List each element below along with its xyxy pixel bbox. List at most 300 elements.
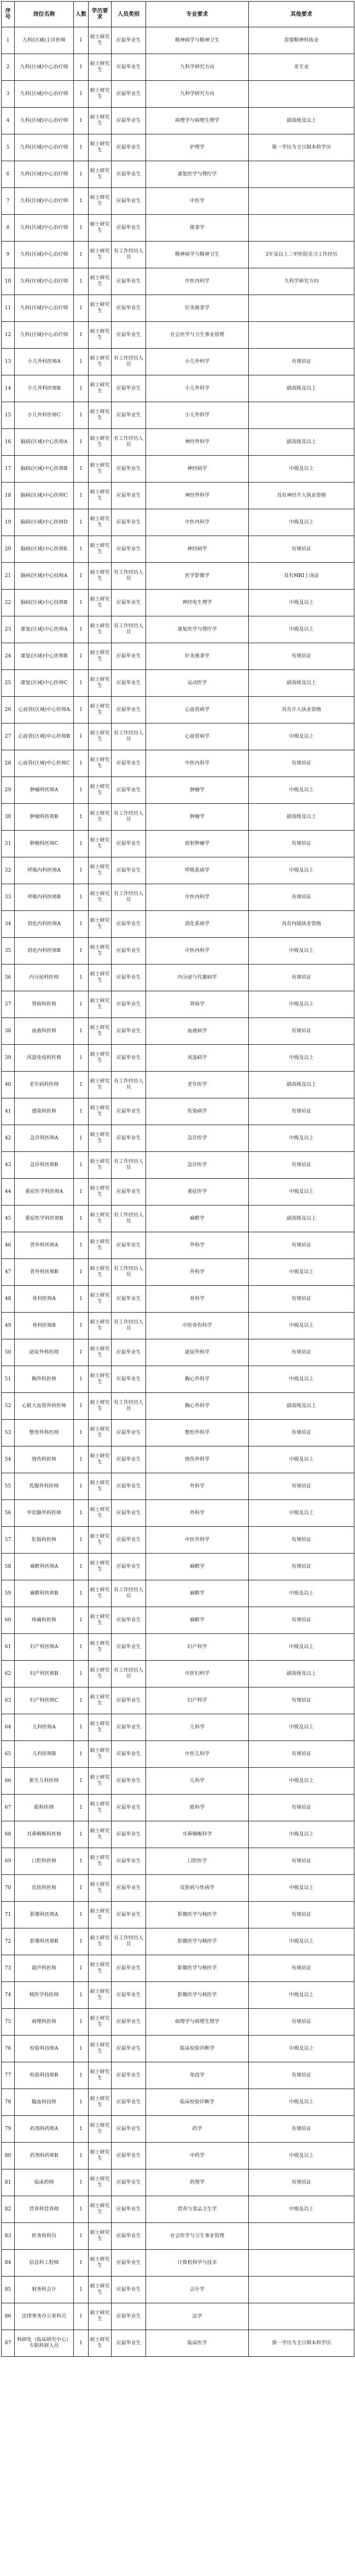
cell-index: 26: [2, 697, 15, 724]
cell-count: 1: [74, 81, 89, 108]
cell-index: 22: [2, 590, 15, 616]
cell-other: 有规培证: [249, 750, 354, 777]
cell-count: 1: [74, 2277, 89, 2303]
cell-major: 药理学: [146, 2169, 249, 2196]
cell-major: 针灸推拿学: [146, 295, 249, 322]
cell-count: 1: [74, 402, 89, 429]
cell-other: [249, 2223, 354, 2250]
cell-other: [249, 2250, 354, 2277]
cell-count: 1: [74, 1554, 89, 1580]
cell-other: 中级及以上: [249, 2143, 354, 2169]
cell-major: 外科学: [146, 1259, 249, 1286]
table-row: [2, 831, 354, 857]
cell-position: 普外科医师A: [15, 1232, 74, 1259]
cell-other: 3年及以上二甲医院见习工作经历: [249, 242, 354, 268]
cell-index: 48: [2, 1286, 15, 1313]
cell-major: 中医内科学: [146, 750, 249, 777]
cell-category: 应届毕业生: [112, 1018, 146, 1045]
cell-count: 1: [74, 1366, 89, 1393]
cell-major: 小儿外科学: [146, 349, 249, 375]
cell-education: 硕士研究生: [89, 1072, 112, 1098]
cell-other: 有规培证: [249, 1286, 354, 1313]
cell-count: 1: [74, 1259, 89, 1286]
cell-other: 第一学历为全日制本科学历: [249, 134, 354, 161]
cell-index: 3: [2, 81, 15, 108]
cell-education: 硕士研究生: [89, 2116, 112, 2143]
cell-index: 10: [2, 268, 15, 295]
header-position: 岗位名称: [15, 2, 74, 27]
cell-education: 硕士研究生: [89, 1339, 112, 1366]
table-row: [2, 991, 354, 1018]
cell-category: 应届毕业生: [112, 1741, 146, 1768]
cell-position: 妇产科医师C: [15, 1687, 74, 1714]
cell-position: 药剂科药师B: [15, 2143, 74, 2169]
cell-major: 急诊医学: [146, 1152, 249, 1179]
cell-other: 有规培证: [249, 2116, 354, 2143]
cell-category: 应届毕业生: [112, 1714, 146, 1741]
cell-major: 中医内科学: [146, 509, 249, 536]
cell-major: 中药学: [146, 2143, 249, 2169]
table-row: [2, 1875, 354, 1902]
cell-count: 1: [74, 1393, 89, 1420]
cell-index: 75: [2, 2009, 15, 2036]
cell-education: 硕士研究生: [89, 2223, 112, 2250]
table-row: [2, 1232, 354, 1259]
cell-count: 1: [74, 2196, 89, 2223]
cell-other: 有规培证: [249, 2169, 354, 2196]
cell-category: 应届毕业生: [112, 1607, 146, 1634]
cell-major: 药学: [146, 2116, 249, 2143]
cell-other: 中级及以上: [249, 1714, 354, 1741]
cell-position: 重症医学科医师A: [15, 1179, 74, 1205]
cell-other: 中级及以上: [249, 777, 354, 804]
cell-category: 有工作经历人员: [112, 349, 146, 375]
cell-other: 中级及以上: [249, 509, 354, 536]
cell-index: 56: [2, 1500, 15, 1527]
cell-major: 胸心外科学: [146, 1366, 249, 1393]
header-count: 人数: [74, 2, 89, 27]
cell-category: 应届毕业生: [112, 375, 146, 402]
cell-other: 第一学历为全日制本科学历: [249, 2330, 354, 2357]
cell-education: 硕士研究生: [89, 27, 112, 54]
cell-education: 硕士研究生: [89, 1045, 112, 1072]
cell-count: 1: [74, 1473, 89, 1500]
cell-major: 消化系病学: [146, 911, 249, 938]
cell-education: 硕士研究生: [89, 1446, 112, 1473]
cell-other: 有规培证: [249, 1152, 354, 1179]
cell-count: 1: [74, 2250, 89, 2277]
cell-index: 53: [2, 1420, 15, 1446]
table-row: [2, 108, 354, 134]
cell-education: 硕士研究生: [89, 724, 112, 750]
cell-education: 硕士研究生: [89, 1875, 112, 1902]
cell-count: 1: [74, 1072, 89, 1098]
cell-category: 应届毕业生: [112, 1768, 146, 1795]
cell-position: 皮肤科医师: [15, 1875, 74, 1902]
cell-count: 1: [74, 295, 89, 322]
cell-other: 中级及以上: [249, 991, 354, 1018]
cell-major: 麻醉学: [146, 1554, 249, 1580]
cell-category: 应届毕业生: [112, 1875, 146, 1902]
cell-index: 59: [2, 1580, 15, 1607]
cell-position: 九科(区域)中心治疗师: [15, 242, 74, 268]
cell-index: 54: [2, 1446, 15, 1473]
table-row: [2, 375, 354, 402]
cell-education: 硕士研究生: [89, 215, 112, 242]
cell-major: 儿科学: [146, 1768, 249, 1795]
cell-index: 78: [2, 2089, 15, 2116]
cell-education: 硕士研究生: [89, 563, 112, 590]
cell-education: 硕士研究生: [89, 964, 112, 991]
cell-major: 外科学: [146, 1500, 249, 1527]
table-row: [2, 1286, 354, 1313]
cell-count: 1: [74, 1098, 89, 1125]
cell-major: 针灸推拿学: [146, 643, 249, 670]
cell-position: 骨科医师B: [15, 1313, 74, 1339]
cell-count: 1: [74, 1500, 89, 1527]
cell-education: 硕士研究生: [89, 134, 112, 161]
cell-position: 甲状腺外科医师: [15, 1500, 74, 1527]
cell-major: 免疫学: [146, 2062, 249, 2089]
cell-other: 有规培证: [249, 1795, 354, 1821]
table-row: [2, 1580, 354, 1607]
cell-other: 副高级及以上: [249, 1205, 354, 1232]
cell-count: 1: [74, 429, 89, 456]
cell-major: 影像医学与核医学: [146, 1982, 249, 2009]
cell-index: 5: [2, 134, 15, 161]
cell-count: 1: [74, 1286, 89, 1313]
cell-index: 68: [2, 1821, 15, 1848]
cell-category: 应届毕业生: [112, 2169, 146, 2196]
cell-category: 应届毕业生: [112, 1339, 146, 1366]
cell-category: 应届毕业生: [112, 322, 146, 349]
table-row: [2, 2116, 354, 2143]
table-row: [2, 1768, 354, 1795]
cell-major: 皮肤病与性病学: [146, 1875, 249, 1902]
header-education: 学历要求: [89, 2, 112, 27]
cell-count: 1: [74, 1205, 89, 1232]
cell-position: 脑病(区域)中心医师D: [15, 509, 74, 536]
table-row: [2, 2277, 354, 2303]
table-row: [2, 2009, 354, 2036]
cell-index: 50: [2, 1339, 15, 1366]
cell-count: 1: [74, 54, 89, 81]
cell-education: 硕士研究生: [89, 108, 112, 134]
cell-major: 临床医学: [146, 2330, 249, 2357]
cell-other: [249, 295, 354, 322]
cell-education: 硕士研究生: [89, 456, 112, 483]
cell-other: 中级及以上: [249, 1928, 354, 1955]
cell-education: 硕士研究生: [89, 1661, 112, 1687]
cell-position: 麻醉科医师B: [15, 1580, 74, 1607]
cell-other: 有规培证: [249, 1554, 354, 1580]
cell-education: 硕士研究生: [89, 161, 112, 188]
cell-count: 1: [74, 242, 89, 268]
cell-education: 硕士研究生: [89, 991, 112, 1018]
cell-education: 硕士研究生: [89, 81, 112, 108]
cell-count: 1: [74, 268, 89, 295]
cell-major: 妇产科学: [146, 1687, 249, 1714]
cell-position: 科研处（临床研究中心）专职科研人员: [15, 2330, 74, 2357]
cell-major: 会计学: [146, 2277, 249, 2303]
cell-education: 硕士研究生: [89, 1500, 112, 1527]
cell-other: [249, 322, 354, 349]
cell-major: 社会医学与卫生事业管理: [146, 322, 249, 349]
cell-education: 硕士研究生: [89, 1580, 112, 1607]
cell-index: 9: [2, 242, 15, 268]
table-row: [2, 590, 354, 616]
cell-index: 47: [2, 1259, 15, 1286]
cell-major: 耳鼻咽喉科学: [146, 1821, 249, 1848]
cell-education: 硕士研究生: [89, 777, 112, 804]
cell-other: 具有内镜执业资格: [249, 911, 354, 938]
cell-major: 小儿外科学: [146, 375, 249, 402]
cell-category: 应届毕业生: [112, 2303, 146, 2330]
cell-major: 社会医学与卫生事业管理: [146, 2223, 249, 2250]
cell-index: 72: [2, 1928, 15, 1955]
cell-education: 硕士研究生: [89, 2169, 112, 2196]
cell-count: 1: [74, 1580, 89, 1607]
cell-education: 硕士研究生: [89, 1527, 112, 1554]
cell-count: 1: [74, 2223, 89, 2250]
cell-major: 运动医学: [146, 670, 249, 697]
cell-position: 影像科医师B: [15, 1928, 74, 1955]
cell-index: 18: [2, 483, 15, 509]
cell-other: 有规培证: [249, 1607, 354, 1634]
cell-other: 有规培证: [249, 349, 354, 375]
cell-position: 消化内科医师A: [15, 911, 74, 938]
cell-count: 1: [74, 1045, 89, 1072]
cell-other: 有规培证: [249, 1420, 354, 1446]
cell-position: 九科(区域)中心治疗师: [15, 295, 74, 322]
cell-count: 1: [74, 991, 89, 1018]
cell-position: 泌尿外科医师: [15, 1339, 74, 1366]
cell-position: 风湿免疫科医师: [15, 1045, 74, 1072]
table-row: [2, 161, 354, 188]
cell-index: 67: [2, 1795, 15, 1821]
cell-education: 硕士研究生: [89, 1018, 112, 1045]
cell-count: 1: [74, 1875, 89, 1902]
cell-position: 呼吸内科医师A: [15, 857, 74, 884]
table-row: [2, 509, 354, 536]
cell-education: 硕士研究生: [89, 1313, 112, 1339]
cell-category: 应届毕业生: [112, 1821, 146, 1848]
cell-major: 护理学: [146, 134, 249, 161]
cell-major: 肿瘤学: [146, 777, 249, 804]
table-row: [2, 1795, 354, 1821]
cell-major: 心血管病学: [146, 724, 249, 750]
cell-category: 应届毕业生: [112, 2036, 146, 2062]
table-row: [2, 322, 354, 349]
cell-other: 中级及以上: [249, 1045, 354, 1072]
cell-count: 1: [74, 2009, 89, 2036]
table-row: [2, 242, 354, 268]
cell-index: 61: [2, 1634, 15, 1661]
table-row: [2, 27, 354, 54]
cell-position: 九科(区域)中心治疗师: [15, 215, 74, 242]
cell-education: 硕士研究生: [89, 2036, 112, 2062]
cell-education: 硕士研究生: [89, 1232, 112, 1259]
cell-other: [249, 215, 354, 242]
cell-count: 1: [74, 1313, 89, 1339]
cell-major: 推拿学: [146, 215, 249, 242]
cell-position: 疼痛科医师: [15, 1607, 74, 1634]
cell-category: 应届毕业生: [112, 1848, 146, 1875]
cell-category: 应届毕业生: [112, 2330, 146, 2357]
cell-position: 心脏大血管外科医师: [15, 1393, 74, 1420]
cell-other: 有规培证: [249, 536, 354, 563]
table-row: [2, 1018, 354, 1045]
cell-other: 有规培证: [249, 1955, 354, 1982]
cell-position: 肛肠科医师: [15, 1527, 74, 1554]
cell-other: 有规培证: [249, 1848, 354, 1875]
cell-education: 硕士研究生: [89, 349, 112, 375]
cell-index: 71: [2, 1902, 15, 1928]
cell-index: 85: [2, 2277, 15, 2303]
cell-other: 中级及以上: [249, 857, 354, 884]
cell-count: 1: [74, 161, 89, 188]
cell-index: 76: [2, 2036, 15, 2062]
cell-index: 1: [2, 27, 15, 54]
cell-index: 16: [2, 429, 15, 456]
table-row: [2, 268, 354, 295]
cell-other: 有规培证: [249, 1018, 354, 1045]
table-row: [2, 616, 354, 643]
cell-other: 副高级及以上: [249, 1072, 354, 1098]
cell-category: 应届毕业生: [112, 108, 146, 134]
cell-category: 应届毕业生: [112, 1179, 146, 1205]
cell-education: 硕士研究生: [89, 242, 112, 268]
cell-major: 神经外科学: [146, 429, 249, 456]
cell-index: 6: [2, 161, 15, 188]
cell-education: 硕士研究生: [89, 483, 112, 509]
cell-position: 骨科医师A: [15, 1286, 74, 1313]
cell-position: 消化内科医师B: [15, 938, 74, 964]
cell-category: 应届毕业生: [112, 2223, 146, 2250]
table-body: [2, 27, 354, 2357]
cell-index: 14: [2, 375, 15, 402]
cell-other: [249, 2277, 354, 2303]
cell-education: 硕士研究生: [89, 322, 112, 349]
cell-index: 64: [2, 1714, 15, 1741]
cell-position: 心血管(区域)中心医师A: [15, 697, 74, 724]
cell-position: 肿瘤科医师A: [15, 777, 74, 804]
cell-count: 1: [74, 938, 89, 964]
cell-category: 有工作经历人员: [112, 563, 146, 590]
cell-count: 1: [74, 964, 89, 991]
cell-position: 肾病科医师: [15, 991, 74, 1018]
cell-major: 神经外科学: [146, 483, 249, 509]
cell-index: 12: [2, 322, 15, 349]
cell-position: 输血科技师: [15, 2089, 74, 2116]
cell-position: 九科(区域)主诊医师: [15, 27, 74, 54]
cell-other: 中级及以上: [249, 1259, 354, 1286]
table-row: [2, 2062, 354, 2089]
cell-education: 硕士研究生: [89, 1366, 112, 1393]
cell-category: 应届毕业生: [112, 188, 146, 215]
cell-position: 九科(区域)中心治疗师: [15, 81, 74, 108]
cell-index: 27: [2, 724, 15, 750]
cell-category: 应届毕业生: [112, 590, 146, 616]
cell-other: 有规培证: [249, 1339, 354, 1366]
cell-major: 医学影像学: [146, 563, 249, 590]
cell-index: 7: [2, 188, 15, 215]
cell-count: 1: [74, 1179, 89, 1205]
cell-other: [249, 402, 354, 429]
cell-category: 应届毕业生: [112, 1554, 146, 1580]
cell-count: 1: [74, 2062, 89, 2089]
cell-education: 硕士研究生: [89, 938, 112, 964]
cell-major: 放射肿瘤学: [146, 831, 249, 857]
table-row: [2, 456, 354, 483]
cell-count: 1: [74, 590, 89, 616]
cell-count: 1: [74, 1446, 89, 1473]
cell-position: 耳鼻咽喉科医师: [15, 1821, 74, 1848]
cell-major: 口腔医学: [146, 1848, 249, 1875]
cell-education: 硕士研究生: [89, 1768, 112, 1795]
cell-position: 医务科科员: [15, 2223, 74, 2250]
cell-count: 1: [74, 2169, 89, 2196]
table-row: [2, 215, 354, 242]
cell-category: 应届毕业生: [112, 402, 146, 429]
cell-position: 脑病(区域)中心医师C: [15, 483, 74, 509]
cell-position: 麻醉科医师A: [15, 1554, 74, 1580]
cell-position: 胸外科医师: [15, 1366, 74, 1393]
cell-education: 硕士研究生: [89, 1982, 112, 2009]
table-row: [2, 2036, 354, 2062]
cell-category: 应届毕业生: [112, 2062, 146, 2089]
table-row: [2, 1500, 354, 1527]
cell-count: 1: [74, 1232, 89, 1259]
cell-index: 73: [2, 1955, 15, 1982]
cell-count: 1: [74, 375, 89, 402]
cell-major: 康复医学与理疗学: [146, 616, 249, 643]
cell-education: 硕士研究生: [89, 1205, 112, 1232]
cell-other: 有规培证: [249, 1902, 354, 1928]
table-row: [2, 1339, 354, 1366]
table-row: [2, 1098, 354, 1125]
cell-other: 有规培证: [249, 1232, 354, 1259]
cell-other: 副高级及以上: [249, 429, 354, 456]
cell-major: 中医内科学: [146, 268, 249, 295]
cell-position: 康复(区域)中心医师C: [15, 670, 74, 697]
cell-category: 应届毕业生: [112, 911, 146, 938]
table-row: [2, 777, 354, 804]
cell-category: 应届毕业生: [112, 831, 146, 857]
cell-category: 应届毕业生: [112, 670, 146, 697]
cell-position: 整形外科医师: [15, 1420, 74, 1446]
table-row: [2, 1420, 354, 1446]
cell-category: 应届毕业生: [112, 483, 146, 509]
cell-education: 硕士研究生: [89, 375, 112, 402]
table-row: [2, 1152, 354, 1179]
table-row: [2, 1955, 354, 1982]
table-row: [2, 1259, 354, 1286]
cell-category: 应届毕业生: [112, 2009, 146, 2036]
cell-education: 硕士研究生: [89, 268, 112, 295]
cell-other: 有规培证: [249, 1473, 354, 1500]
cell-education: 硕士研究生: [89, 1741, 112, 1768]
header-index: 序号: [2, 2, 15, 27]
cell-count: 1: [74, 1795, 89, 1821]
cell-education: 硕士研究生: [89, 1179, 112, 1205]
cell-other: 中级及以上: [249, 456, 354, 483]
cell-education: 硕士研究生: [89, 429, 112, 456]
cell-index: 21: [2, 563, 15, 590]
cell-count: 1: [74, 616, 89, 643]
cell-category: 应届毕业生: [112, 54, 146, 81]
cell-education: 硕士研究生: [89, 536, 112, 563]
